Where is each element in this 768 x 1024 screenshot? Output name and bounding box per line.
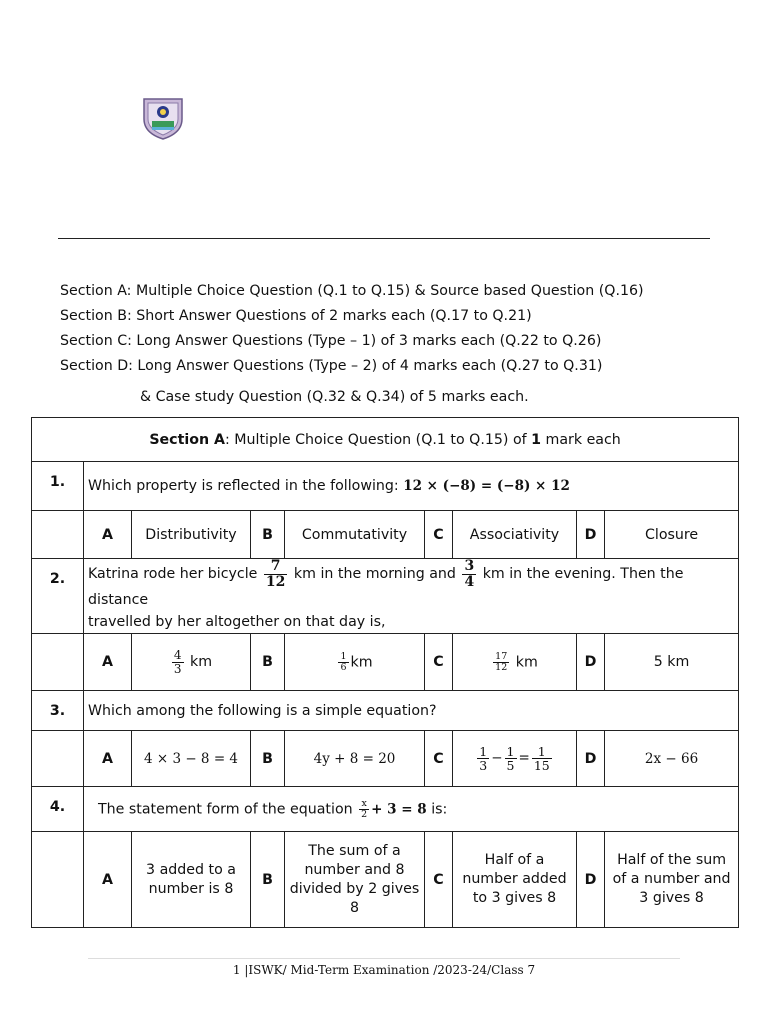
footer-divider [88,958,680,959]
option-letter: C [425,511,453,559]
section-desc-before: : Multiple Choice Question (Q.1 to Q.15) of [224,431,532,448]
option-text: Half of a number added to 3 gives 8 [453,832,577,928]
instruction-section-d: Section D: Long Answer Questions (Type – 2) of 4 marks each (Q.27 to Q.31) [60,358,603,374]
question-number: 1. [32,462,84,511]
option-fraction-equation [453,731,577,787]
blank-cell [32,511,84,559]
fraction [505,745,517,772]
fraction-numerator: 3 [464,558,475,574]
options-row [32,634,739,691]
fraction-numerator: 7 [264,559,287,575]
instruction-section-a: Section A: Multiple Choice Question (Q.1 to Q.15) & Source based Question (Q.16) [60,283,644,299]
fraction-denominator: 12 [495,661,508,673]
option-text: The sum of a number and 8 divided by 2 gives 8 [285,832,425,928]
fraction-numerator: 1 [479,744,488,760]
option-letter: C [425,731,453,787]
fraction-numerator: x [359,799,369,810]
option-text: Half of the sum of a number and 3 gives 8 [605,832,739,928]
option-letter: B [251,832,285,928]
option-text: Closure [605,511,739,559]
section-header-row [32,418,739,462]
fraction-numerator: 17 [495,650,508,662]
q4-text-a: The statement form of the equation [98,801,358,818]
fraction-denominator: 3 [173,661,182,676]
option-fraction [453,634,577,691]
questions-table [31,417,739,928]
question-number: 2. [32,559,84,634]
option-text: Associativity [453,511,577,559]
question-row [32,559,739,634]
q4-text-b: is: [426,801,448,818]
header-divider [58,238,710,239]
option-letter: D [577,731,605,787]
option-unit: km [515,654,538,671]
exam-instructions [60,279,644,410]
instruction-section-b: Section B: Short Answer Questions of 2 marks each (Q.17 to Q.21) [60,308,532,324]
question-row [32,787,739,832]
question-text [84,787,739,832]
q2-text-c: km in the evening. Then the distance [88,566,684,609]
fraction [493,652,509,673]
option-letter: D [577,511,605,559]
option-fraction [132,634,251,691]
question-text [84,559,739,634]
option-letter: A [84,511,132,559]
section-desc-after: mark each [541,431,621,448]
options-row [32,731,739,787]
option-text: Commutativity [285,511,425,559]
fraction-numerator: 1 [532,745,552,759]
option-text: 2x − 66 [605,731,739,787]
question-number: 3. [32,691,84,731]
option-fraction [285,634,425,691]
fraction-numerator: 1 [340,650,347,662]
option-letter: B [251,511,285,559]
fraction [338,652,348,673]
question-text [84,462,739,511]
operator: − [491,750,503,767]
fraction-numerator: 1 [506,744,515,760]
option-letter: A [84,634,132,691]
options-row [32,511,739,559]
instruction-section-c: Section C: Long Answer Questions (Type – 1) of 3 marks each (Q.22 to Q.26) [60,333,602,349]
fraction-denominator: 6 [340,661,347,673]
fraction-denominator: 15 [533,758,550,774]
q2-text-b: km in the morning and [289,566,461,583]
option-letter: D [577,832,605,928]
option-text: 4y + 8 = 20 [285,731,425,787]
fraction [264,559,287,589]
option-letter: C [425,832,453,928]
option-text: 4 × 3 − 8 = 4 [132,731,251,787]
instruction-case-study: & Case study Question (Q.32 & Q.34) of 5 marks each. [140,389,529,405]
option-letter: B [251,731,285,787]
blank-cell [32,731,84,787]
fraction [359,799,369,820]
question-1-equation: 12 × (−8) = (−8) × 12 [403,478,570,494]
fraction [462,559,476,589]
option-unit: km [190,654,213,671]
blank-cell [32,832,84,928]
section-title: Section A [149,431,225,448]
option-letter: B [251,634,285,691]
fraction [477,745,489,772]
options-row [32,832,739,928]
fraction-denominator: 5 [506,758,515,774]
option-text: 3 added to a number is 8 [132,832,251,928]
fraction [532,745,552,772]
fraction [172,649,184,675]
fraction-denominator: 4 [464,573,475,590]
fraction-numerator: 4 [173,648,182,663]
option-letter: D [577,634,605,691]
section-header [32,418,739,462]
q2-text-a: Katrina rode her bicycle [88,566,262,583]
page-footer: 1 |ISWK/ Mid-Term Examination /2023-24/Class 7 [232,963,536,977]
school-crest-logo [141,95,185,141]
fraction-denominator: 3 [479,758,488,774]
option-letter: A [84,731,132,787]
question-row [32,462,739,511]
q4-equation: + 3 = 8 [371,801,427,818]
fraction-denominator: 12 [265,573,286,590]
question-row [32,691,739,731]
fraction-denominator: 2 [361,808,368,820]
operator: = [518,750,530,767]
option-unit: km [350,654,373,671]
question-number: 4. [32,787,84,832]
question-1-text: Which property is reflected in the following: [88,478,404,494]
question-text: Which among the following is a simple equation? [84,691,739,731]
option-letter: C [425,634,453,691]
q2-text-d: travelled by her altogether on that day is, [88,614,386,631]
blank-cell [32,634,84,691]
section-marks: 1 [531,431,541,448]
option-letter: A [84,832,132,928]
option-text: 5 km [605,634,739,691]
option-text: Distributivity [132,511,251,559]
